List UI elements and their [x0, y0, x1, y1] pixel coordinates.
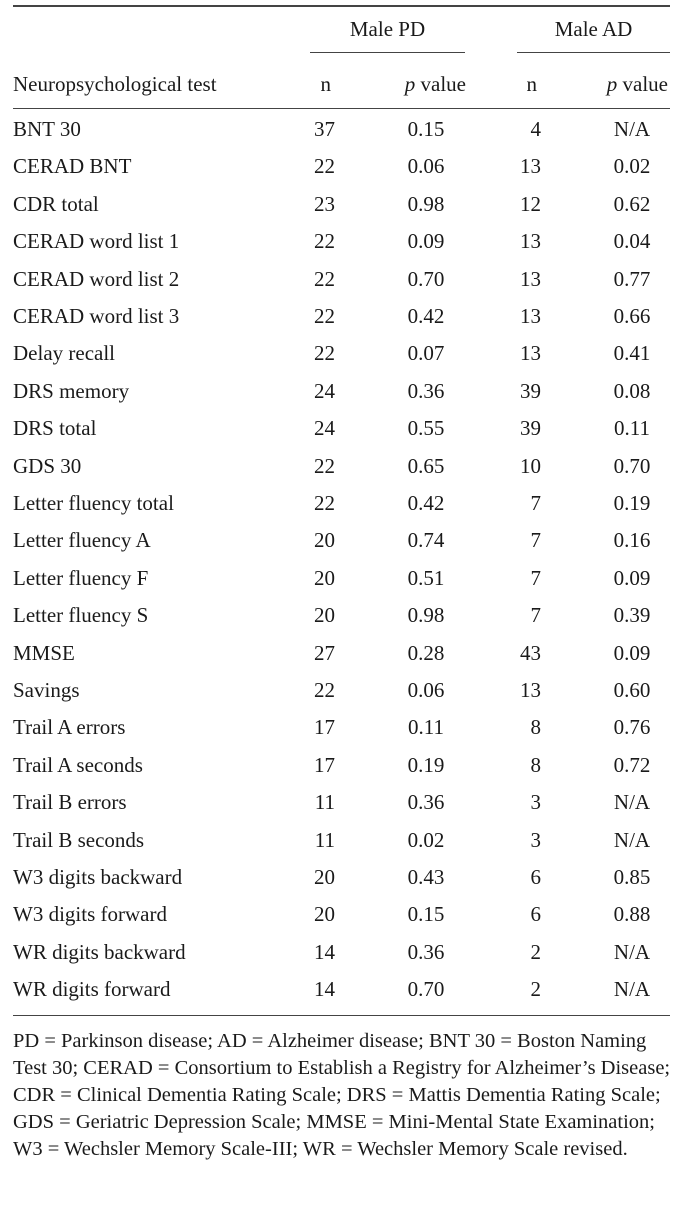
n-pd: 20 — [314, 902, 335, 927]
p-value-pd: 0.28 — [407, 640, 445, 665]
test-name: WR digits forward — [13, 977, 171, 1002]
n-ad: 8 — [530, 752, 541, 777]
table-row — [0, 379, 687, 409]
group-header-male-pd: Male PD — [349, 17, 426, 41]
table-row — [0, 603, 687, 633]
p-value-ad: N/A — [613, 977, 651, 1002]
test-name: Savings — [13, 678, 80, 702]
p-value-ad: N/A — [613, 827, 651, 852]
n-pd: 22 — [314, 453, 335, 478]
test-name: Letter fluency S — [13, 603, 149, 628]
n-pd: 24 — [314, 378, 335, 403]
n-ad: 2 — [530, 939, 541, 964]
p-value-ad: 0.08 — [613, 378, 651, 403]
table-row — [0, 790, 687, 820]
p-value-pd: 0.65 — [407, 453, 445, 478]
n-ad: 2 — [530, 977, 541, 1002]
n-pd: 24 — [314, 416, 335, 441]
n-pd: 14 — [314, 939, 335, 964]
p-value-ad: 0.11 — [614, 416, 650, 441]
p-value-pd: 0.98 — [407, 603, 445, 628]
p-value-pd: 0.70 — [407, 266, 445, 291]
p-value-pd: 0.19 — [407, 752, 445, 777]
table-row — [0, 977, 687, 1007]
p-value-ad: N/A — [613, 790, 651, 815]
p-value-ad: 0.76 — [613, 715, 651, 740]
p-value-pd: 0.36 — [407, 378, 445, 403]
test-name: Trail B seconds — [13, 827, 145, 852]
footnote: PD = Parkinson disease; AD = Alzheimer disease; BNT 30 = Boston Naming Test 30; CERAD = Consortium to Establish a Registry for Alzheimer’s Disease; CDR = Clinical Dementia Rating Scale; DRS = Mattis Dementia Rating Scale; GDS = Geriatric Depression Scale; MMSE = Mini-Mental State Examination; W3 = Wechsler Memory Scale-III; WR = Wechsler Memory Scale revised. — [13, 1030, 671, 1160]
p-value-ad: 0.70 — [613, 453, 651, 478]
n-pd: 11 — [314, 790, 335, 815]
test-name: Trail A errors — [13, 715, 126, 740]
p-value-pd: 0.06 — [407, 678, 445, 702]
p-value-pd: 0.74 — [407, 528, 445, 553]
test-name: CDR total — [13, 191, 99, 216]
group-header-male-ad: Male AD — [554, 17, 633, 41]
p-value-pd: 0.42 — [407, 304, 445, 328]
test-name: GDS 30 — [13, 453, 82, 478]
p-value-ad: 0.41 — [613, 341, 651, 366]
group-rule-pd — [310, 52, 465, 53]
p-value-ad: 0.66 — [613, 304, 651, 328]
n-pd: 20 — [314, 865, 335, 889]
p-value-pd: 0.11 — [408, 715, 444, 740]
p-value-pd: 0.15 — [407, 902, 445, 927]
p-value-pd: 0.51 — [407, 565, 445, 590]
n-ad: 13 — [520, 154, 541, 179]
test-name: Trail A seconds — [13, 752, 143, 777]
n-ad: 8 — [530, 715, 541, 740]
p-value-pd: 0.02 — [407, 827, 445, 852]
test-name: Delay recall — [13, 341, 116, 366]
n-pd: 22 — [314, 678, 335, 702]
table-row — [0, 229, 687, 259]
test-name: Letter fluency A — [13, 528, 151, 553]
n-ad: 6 — [530, 902, 541, 927]
header-test: Neuropsychological test — [13, 72, 217, 96]
n-pd: 22 — [314, 229, 335, 254]
n-ad: 7 — [530, 491, 541, 515]
table-row — [0, 641, 687, 671]
n-ad: 4 — [530, 117, 541, 141]
n-ad: 39 — [520, 378, 541, 403]
test-name: CERAD word list 2 — [13, 266, 180, 291]
test-name: DRS total — [13, 416, 97, 441]
table-row — [0, 940, 687, 970]
p-value-ad: 0.72 — [613, 752, 651, 777]
header-p-pd — [380, 72, 466, 97]
p-value-pd: 0.42 — [407, 491, 445, 515]
p-value-pd: 0.98 — [407, 191, 445, 216]
table-row — [0, 902, 687, 932]
n-ad: 6 — [530, 865, 541, 889]
p-value-ad: N/A — [613, 939, 651, 964]
p-value-ad: 0.09 — [613, 565, 651, 590]
p-value-ad: 0.62 — [613, 191, 651, 216]
n-ad: 13 — [520, 266, 541, 291]
p-value-ad: 0.04 — [613, 229, 651, 254]
table-row — [0, 341, 687, 371]
test-name: WR digits backward — [13, 939, 186, 964]
table-row — [0, 865, 687, 895]
p-value-pd: 0.36 — [407, 790, 445, 815]
p-value-ad: 0.88 — [613, 902, 651, 927]
p-value-pd: 0.55 — [407, 416, 445, 441]
header-n-pd: n — [320, 72, 331, 96]
p-value-ad: 0.77 — [613, 266, 651, 291]
test-name: Letter fluency F — [13, 565, 149, 590]
n-ad: 10 — [520, 453, 541, 478]
test-name: W3 digits backward — [13, 865, 183, 889]
test-name: BNT 30 — [13, 117, 81, 141]
test-name: Letter fluency total — [13, 491, 174, 515]
p-value-pd: 0.70 — [407, 977, 445, 1002]
p-value-pd: 0.06 — [407, 154, 445, 179]
p-value-ad: 0.02 — [613, 154, 651, 179]
p-italic: p — [606, 72, 618, 96]
n-pd: 11 — [314, 827, 335, 852]
p-value-pd: 0.43 — [407, 865, 445, 889]
p-value-pd: 0.07 — [407, 341, 445, 366]
test-name: DRS memory — [13, 378, 130, 403]
n-pd: 20 — [314, 528, 335, 553]
n-pd: 23 — [314, 191, 335, 216]
n-ad: 39 — [520, 416, 541, 441]
n-ad: 43 — [520, 640, 541, 665]
n-pd: 27 — [314, 640, 335, 665]
n-ad: 13 — [520, 678, 541, 702]
header-rule — [13, 108, 670, 109]
header-n-ad: n — [526, 72, 537, 96]
n-pd: 22 — [314, 304, 335, 328]
n-ad: 7 — [530, 528, 541, 553]
table-row — [0, 715, 687, 745]
n-pd: 22 — [314, 266, 335, 291]
n-pd: 22 — [314, 341, 335, 366]
n-ad: 13 — [520, 304, 541, 328]
table-row — [0, 491, 687, 521]
p-value-ad: N/A — [613, 117, 651, 141]
n-pd: 17 — [314, 715, 335, 740]
top-rule — [13, 5, 670, 7]
p-value-ad: 0.09 — [613, 640, 651, 665]
n-ad: 7 — [530, 565, 541, 590]
test-name: Trail B errors — [13, 790, 127, 815]
value-word: value — [617, 72, 668, 96]
n-pd: 20 — [314, 565, 335, 590]
test-name: MMSE — [13, 640, 75, 665]
test-name: W3 digits forward — [13, 902, 167, 927]
n-ad: 7 — [530, 603, 541, 628]
table-row — [0, 528, 687, 558]
table-row — [0, 678, 687, 708]
table-row — [0, 117, 687, 147]
table-row — [0, 192, 687, 222]
table-row — [0, 828, 687, 858]
n-pd: 17 — [314, 752, 335, 777]
p-value-ad: 0.85 — [613, 865, 651, 889]
p-value-pd: 0.36 — [407, 939, 445, 964]
table-row — [0, 454, 687, 484]
table-row — [0, 154, 687, 184]
n-pd: 37 — [314, 117, 335, 141]
group-rule-ad — [517, 52, 670, 53]
p-value-ad: 0.39 — [613, 603, 651, 628]
n-pd: 22 — [314, 491, 335, 515]
header-p-ad — [586, 72, 668, 97]
table-row — [0, 753, 687, 783]
test-name: CERAD word list 3 — [13, 304, 180, 328]
n-pd: 22 — [314, 154, 335, 179]
column-header-row — [0, 72, 687, 102]
p-value-pd: 0.15 — [407, 117, 445, 141]
test-name: CERAD BNT — [13, 154, 132, 179]
n-ad: 12 — [520, 191, 541, 216]
table-row — [0, 416, 687, 446]
test-name: CERAD word list 1 — [13, 229, 180, 254]
p-value-ad: 0.60 — [613, 678, 651, 702]
table-row — [0, 304, 687, 334]
table-row — [0, 566, 687, 596]
value-word: value — [415, 72, 466, 96]
n-ad: 3 — [530, 790, 541, 815]
n-ad: 13 — [520, 229, 541, 254]
p-value-ad: 0.16 — [613, 528, 651, 553]
bottom-rule — [13, 1015, 670, 1016]
n-pd: 20 — [314, 603, 335, 628]
p-value-pd: 0.09 — [407, 229, 445, 254]
n-pd: 14 — [314, 977, 335, 1002]
p-italic: p — [404, 72, 416, 96]
p-value-ad: 0.19 — [613, 491, 651, 515]
n-ad: 3 — [530, 827, 541, 852]
n-ad: 13 — [520, 341, 541, 366]
table-row — [0, 267, 687, 297]
